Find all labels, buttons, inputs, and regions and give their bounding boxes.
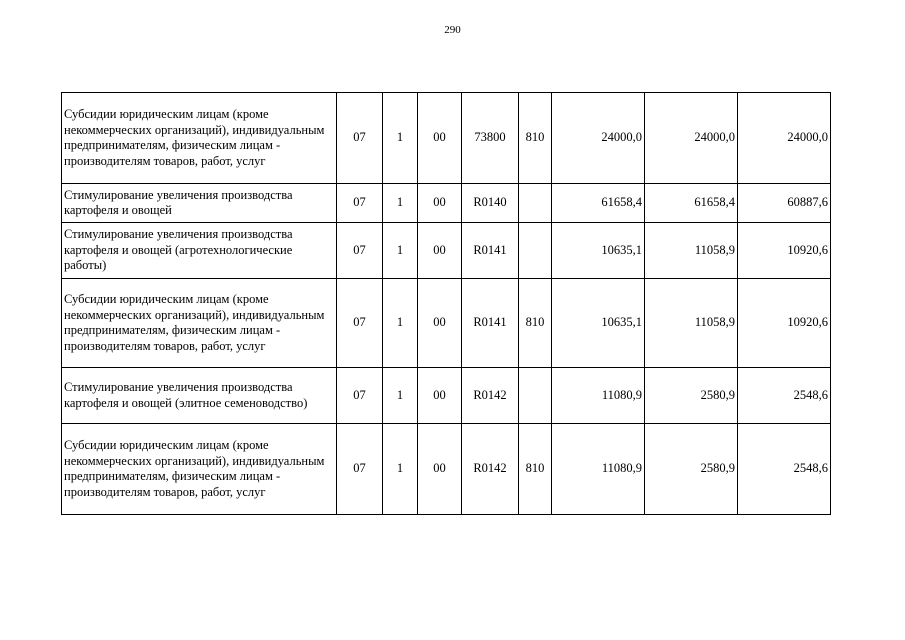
program-cell: 00 bbox=[418, 184, 462, 223]
page-number: 290 bbox=[444, 24, 461, 36]
row-name-cell: Стимулирование увеличения производства картофеля и овощей (элитное семеноводство) bbox=[62, 368, 337, 424]
razdel-cell: 07 bbox=[337, 368, 383, 424]
expense-type-cell bbox=[519, 368, 552, 424]
target-code-cell: R0142 bbox=[462, 368, 519, 424]
row-name-cell: Субсидии юридическим лицам (кроме некоммерческих организаций), индивидуальным предпринимателям, физическим лицам - производителям товаров, работ, услуг bbox=[62, 93, 337, 184]
razdel-cell: 07 bbox=[337, 223, 383, 279]
table-row bbox=[62, 184, 831, 223]
table-row bbox=[62, 368, 831, 424]
row-name-cell: Субсидии юридическим лицам (кроме некоммерческих организаций), индивидуальным предпринимателям, физическим лицам - производителям товаров, работ, услуг bbox=[62, 279, 337, 368]
sum-cell-3: 10920,6 bbox=[738, 223, 831, 279]
razdel-cell: 07 bbox=[337, 184, 383, 223]
sum-cell-2: 11058,9 bbox=[645, 279, 738, 368]
podrazdel-cell: 1 bbox=[383, 93, 418, 184]
budget-table bbox=[61, 92, 831, 515]
sum-cell-3: 60887,6 bbox=[738, 184, 831, 223]
target-code-cell: R0141 bbox=[462, 223, 519, 279]
row-name-cell: Субсидии юридическим лицам (кроме некоммерческих организаций), индивидуальным предпринимателям, физическим лицам - производителям товаров, работ, услуг bbox=[62, 424, 337, 515]
podrazdel-cell: 1 bbox=[383, 279, 418, 368]
row-name-cell: Стимулирование увеличения производства картофеля и овощей (агротехнологические работы) bbox=[62, 223, 337, 279]
sum-cell-1: 11080,9 bbox=[552, 368, 645, 424]
program-cell: 00 bbox=[418, 368, 462, 424]
row-name-cell: Стимулирование увеличения производства картофеля и овощей bbox=[62, 184, 337, 223]
razdel-cell: 07 bbox=[337, 93, 383, 184]
expense-type-cell bbox=[519, 223, 552, 279]
sum-cell-2: 2580,9 bbox=[645, 424, 738, 515]
sum-cell-3: 2548,6 bbox=[738, 368, 831, 424]
sum-cell-1: 10635,1 bbox=[552, 279, 645, 368]
table-row bbox=[62, 223, 831, 279]
table-row bbox=[62, 279, 831, 368]
target-code-cell: R0141 bbox=[462, 279, 519, 368]
sum-cell-1: 24000,0 bbox=[552, 93, 645, 184]
sum-cell-1: 61658,4 bbox=[552, 184, 645, 223]
sum-cell-3: 24000,0 bbox=[738, 93, 831, 184]
razdel-cell: 07 bbox=[337, 424, 383, 515]
expense-type-cell: 810 bbox=[519, 93, 552, 184]
program-cell: 00 bbox=[418, 223, 462, 279]
podrazdel-cell: 1 bbox=[383, 184, 418, 223]
table-row bbox=[62, 93, 831, 184]
sum-cell-2: 61658,4 bbox=[645, 184, 738, 223]
program-cell: 00 bbox=[418, 93, 462, 184]
target-code-cell: R0140 bbox=[462, 184, 519, 223]
expense-type-cell: 810 bbox=[519, 279, 552, 368]
table-row bbox=[62, 424, 831, 515]
program-cell: 00 bbox=[418, 424, 462, 515]
podrazdel-cell: 1 bbox=[383, 368, 418, 424]
expense-type-cell: 810 bbox=[519, 424, 552, 515]
podrazdel-cell: 1 bbox=[383, 223, 418, 279]
program-cell: 00 bbox=[418, 279, 462, 368]
sum-cell-1: 10635,1 bbox=[552, 223, 645, 279]
sum-cell-2: 2580,9 bbox=[645, 368, 738, 424]
sum-cell-2: 11058,9 bbox=[645, 223, 738, 279]
podrazdel-cell: 1 bbox=[383, 424, 418, 515]
target-code-cell: R0142 bbox=[462, 424, 519, 515]
target-code-cell: 73800 bbox=[462, 93, 519, 184]
sum-cell-3: 10920,6 bbox=[738, 279, 831, 368]
sum-cell-1: 11080,9 bbox=[552, 424, 645, 515]
sum-cell-3: 2548,6 bbox=[738, 424, 831, 515]
razdel-cell: 07 bbox=[337, 279, 383, 368]
expense-type-cell bbox=[519, 184, 552, 223]
sum-cell-2: 24000,0 bbox=[645, 93, 738, 184]
